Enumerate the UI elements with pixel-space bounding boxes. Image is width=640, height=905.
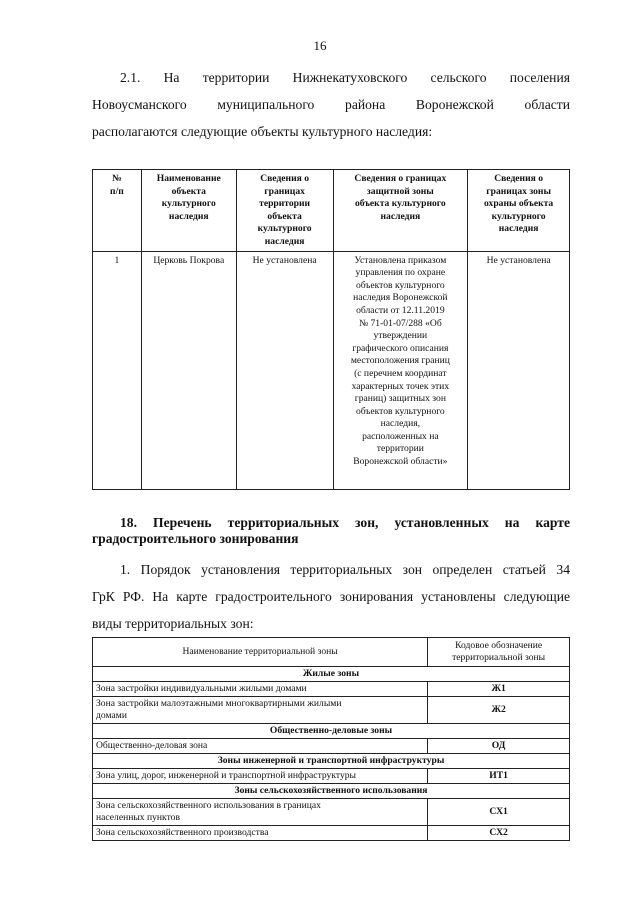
cell-protective-zone: Установлена приказом управления по охране объектов культурного наследия Воронежской области от 12.11.2019 № 71-01-07/288 «Об утверждении графического описания местоположения границ (с перечнем координат характерных точек этих границ) защитных зон объектов культурного наследия, расположенных на территории Воронежской области» xyxy=(333,251,468,489)
intro-line: Новоусманского муниципального района Воронежской области xyxy=(92,97,570,112)
header-num: № п/п xyxy=(93,170,142,252)
section-title xyxy=(92,515,570,547)
group-row xyxy=(93,667,570,682)
zone-code: СХ1 xyxy=(428,799,570,826)
group-row xyxy=(93,754,570,769)
cell-security-zone: Не установлена xyxy=(468,251,570,489)
zones-intro-line: ГрК РФ. На карте градостроительного зонирования установлены следующие xyxy=(92,589,570,604)
zones-intro-line: виды территориальных зон: xyxy=(92,616,254,631)
section-title-line: градостроительного зонирования xyxy=(92,531,299,546)
group-title: Общественно-деловые зоны xyxy=(93,724,570,739)
group-row xyxy=(93,784,570,799)
header-object-name: Наименование объекта культурного наследия xyxy=(141,170,236,252)
group-title: Зоны инженерной и транспортной инфраструктуры xyxy=(93,754,570,769)
table-row xyxy=(93,697,570,724)
group-title: Жилые зоны xyxy=(93,667,570,682)
zone-name: Зона застройки малоэтажными многоквартирными жилыми домами xyxy=(93,697,428,724)
zone-code: СХ2 xyxy=(428,826,570,841)
table-row xyxy=(93,769,570,784)
zones-intro-line: 1. Порядок установления территориальных зон определен статьей 34 xyxy=(120,562,570,577)
heritage-table xyxy=(92,169,570,490)
zone-name: Зона сельскохозяйственного производства xyxy=(93,826,428,841)
intro-line: 2.1. На территории Нижнекатуховского сельского поселения xyxy=(120,70,570,85)
zone-code: Ж1 xyxy=(428,682,570,697)
zone-code: ОД xyxy=(428,739,570,754)
zone-name: Зона сельскохозяйственного использования в границах населенных пунктов xyxy=(93,799,428,826)
table-row xyxy=(93,682,570,697)
table-row xyxy=(93,799,570,826)
zone-name: Зона улиц, дорог, инженерной и транспортной инфраструктуры xyxy=(93,769,428,784)
page-number: 16 xyxy=(313,38,327,53)
intro-paragraph xyxy=(92,64,570,145)
section-title-line: 18. Перечень территориальных зон, установленных на карте xyxy=(120,515,570,530)
zone-code: ИТ1 xyxy=(428,769,570,784)
intro-line: располагаются следующие объекты культурного наследия: xyxy=(92,124,433,139)
header-zone-name: Наименование территориальной зоны xyxy=(93,638,428,667)
header-territory: Сведения о границах территории объекта культурного наследия xyxy=(236,170,333,252)
zones-table xyxy=(92,637,570,841)
table-row xyxy=(93,251,570,489)
zone-code: Ж2 xyxy=(428,697,570,724)
cell-num: 1 xyxy=(93,251,142,489)
zones-intro-paragraph xyxy=(92,556,570,637)
zones-header-row xyxy=(93,638,570,667)
cell-territory: Не установлена xyxy=(236,251,333,489)
zone-name: Зона застройки индивидуальными жилыми домами xyxy=(93,682,428,697)
table-row xyxy=(93,826,570,841)
zone-name: Общественно-деловая зона xyxy=(93,739,428,754)
table-row xyxy=(93,739,570,754)
cell-object-name: Церковь Покрова xyxy=(141,251,236,489)
group-row xyxy=(93,724,570,739)
heritage-header-row xyxy=(93,170,570,252)
header-protective-zone: Сведения о границах защитной зоны объекта культурного наследия xyxy=(333,170,468,252)
header-zone-code: Кодовое обозначение территориальной зоны xyxy=(428,638,570,667)
group-title: Зоны сельскохозяйственного использования xyxy=(93,784,570,799)
header-security-zone: Сведения о границах зоны охраны объекта культурного наследия xyxy=(468,170,570,252)
